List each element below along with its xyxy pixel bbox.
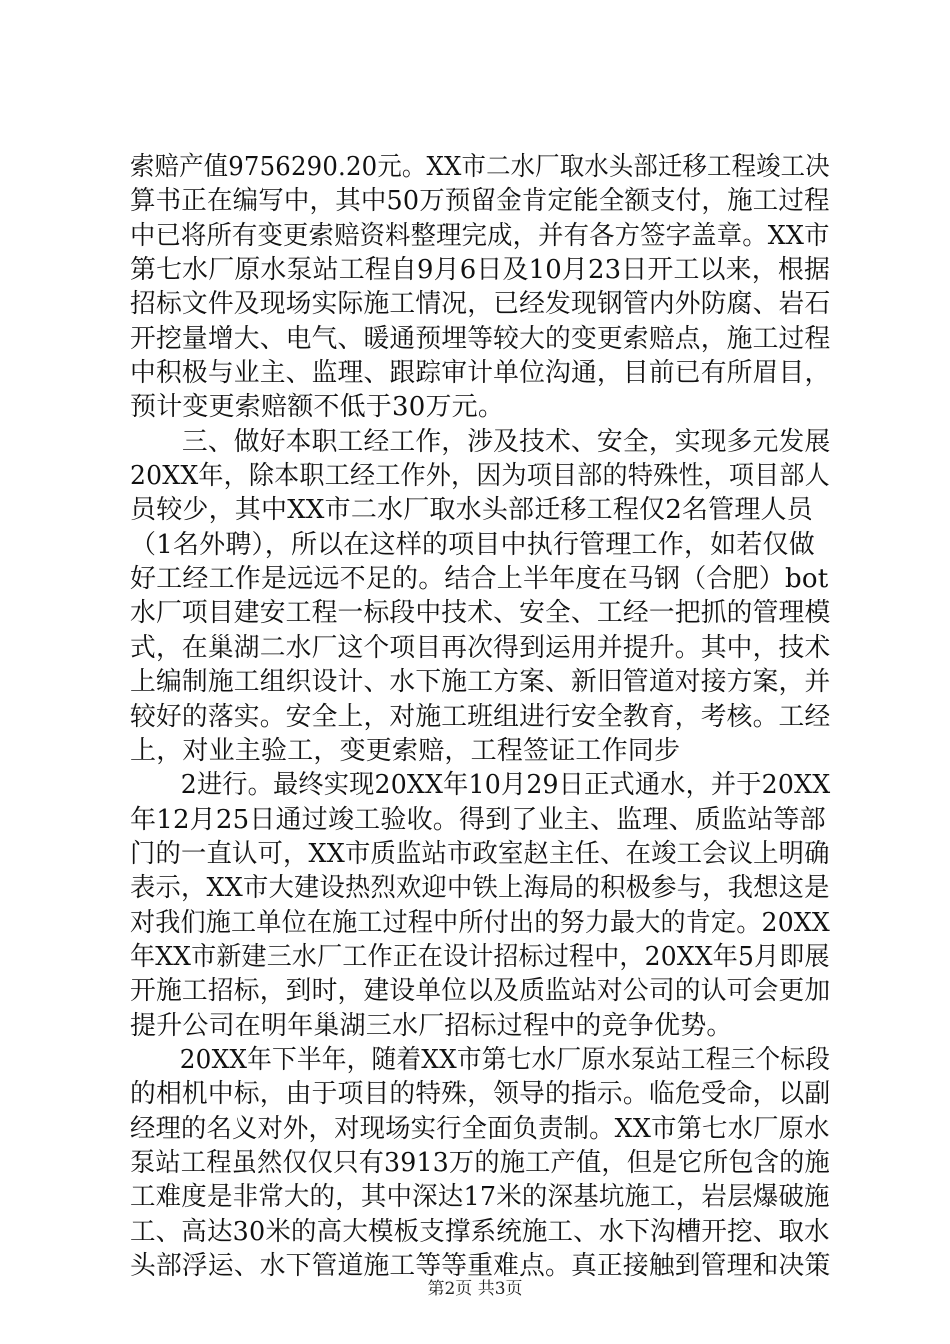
text-line: 表示，XX市大建设热烈欢迎中铁上海局的积极参与，我想这是 <box>130 873 830 903</box>
text-line: 较好的落实。安全上，对施工班组进行安全教育，考核。工经 <box>130 702 831 732</box>
text-line: 工、高达30米的高大模板支撑系统施工、水下沟槽开挖、取水 <box>130 1217 830 1247</box>
page-number-footer: 第2页 共3页 <box>427 1279 523 1299</box>
text-line: 中积极与业主、监理、跟踪审计单位沟通，目前已有所眉目， <box>130 358 831 388</box>
text-line: 索赔产值9756290.20元。XX市二水厂取水头部迁移工程竣工决 <box>130 152 830 182</box>
text-line: 中已将所有变更索赔资料整理完成，并有各方签字盖章。XX市 <box>130 221 830 251</box>
text-line: 上编制施工组织设计、水下施工方案、新旧管道对接方案，并 <box>130 667 831 697</box>
text-line: 上，对业主验工，变更索赔，工程签证工作同步 <box>130 736 681 766</box>
text-line: 的相机中标，由于项目的特殊，领导的指示。临危受命，以副 <box>130 1079 831 1109</box>
text-line: 门的一直认可，XX市质监站市政室赵主任、在竣工会议上明确 <box>130 839 830 869</box>
text-line: 经理的名义对外，对现场实行全面负责制。XX市第七水厂原水 <box>130 1114 830 1144</box>
text-line: 年12月25日通过竣工验收。得到了业主、监理、质监站等部 <box>130 805 826 835</box>
text-line: 好工经工作是远远不足的。结合上半年度在马钢（合肥）bot <box>130 564 829 594</box>
text-line: 工难度是非常大的，其中深达17米的深基坑施工，岩层爆破施 <box>130 1182 830 1212</box>
text-line: 招标文件及现场实际施工情况，已经发现钢管内外防腐、岩石 <box>130 289 831 319</box>
text-line: 2进行。最终实现20XX年10月29日正式通水，并于20XX <box>130 770 831 800</box>
text-line: 20XX年下半年，随着XX市第七水厂原水泵站工程三个标段 <box>130 1045 831 1075</box>
text-line: 对我们施工单位在施工过程中所付出的努力最大的肯定。20XX <box>130 908 830 938</box>
text-line: 水厂项目建安工程一标段中技术、安全、工经一把抓的管理模 <box>130 598 831 628</box>
text-line: 年XX市新建三水厂工作正在设计招标过程中，20XX年5月即展 <box>130 942 830 972</box>
text-line: 头部浮运、水下管道施工等等重难点。真正接触到管理和决策 <box>130 1251 831 1281</box>
text-line: 第七水厂原水泵站工程自9月6日及10月23日开工以来，根据 <box>130 255 831 285</box>
text-line: 泵站工程虽然仅仅只有3913万的施工产值，但是它所包含的施 <box>130 1148 830 1178</box>
text-line: 提升公司在明年巢湖三水厂招标过程中的竞争优势。 <box>130 1011 733 1041</box>
text-line: 20XX年，除本职工经工作外，因为项目部的特殊性，项目部人 <box>130 461 830 491</box>
text-line: 开施工招标，到时，建设单位以及质监站对公司的认可会更加 <box>130 976 831 1006</box>
text-line: （1名外聘），所以在这样的项目中执行管理工作，如若仅做 <box>130 530 815 560</box>
text-line: 三、做好本职工经工作，涉及技术、安全，实现多元发展 <box>130 427 831 457</box>
text-line: 开挖量增大、电气、暖通预埋等较大的变更索赔点，施工过程 <box>130 324 831 354</box>
text-line: 式，在巢湖二水厂这个项目再次得到运用并提升。其中，技术 <box>130 633 831 663</box>
text-line: 员较少，其中XX市二水厂取水头部迁移工程仅2名管理人员 <box>130 495 813 525</box>
text-line: 算书正在编写中，其中50万预留金肯定能全额支付，施工过程 <box>130 186 830 216</box>
text-line: 预计变更索赔额不低于30万元。 <box>130 392 505 422</box>
